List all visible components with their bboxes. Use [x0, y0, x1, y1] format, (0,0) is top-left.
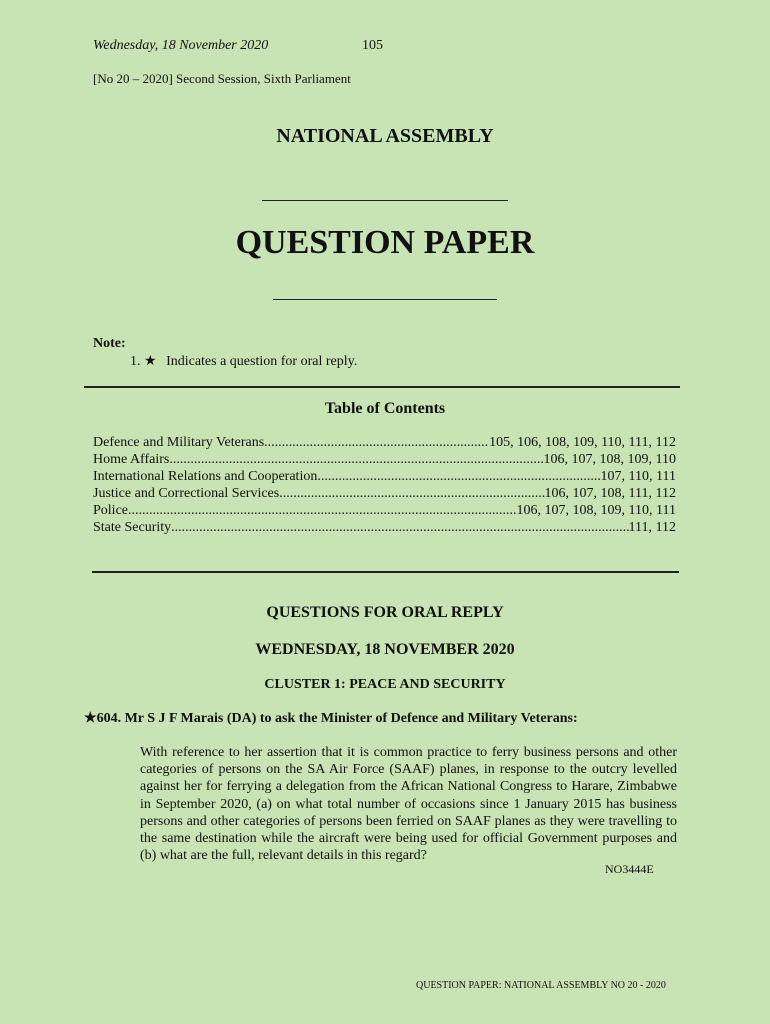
toc-entry-label: Police — [93, 503, 128, 518]
toc-entry-pages: 106, 107, 108, 109, 110, 111 — [516, 503, 676, 518]
section-heading: QUESTIONS FOR ORAL REPLY — [266, 604, 504, 621]
question-reference: NO3444E — [605, 862, 654, 876]
toc-entry-label: International Relations and Cooperation — [93, 469, 318, 484]
divider — [273, 299, 497, 300]
toc-entry[interactable] — [93, 502, 676, 519]
toc-entry-pages: 105, 106, 108, 109, 110, 111, 112 — [489, 435, 676, 450]
toc-title: Table of Contents — [324, 400, 446, 417]
page-number: 105 — [362, 38, 383, 53]
question-number: 604. — [96, 711, 122, 726]
star-icon: ★ — [84, 711, 97, 726]
house-title: NATIONAL ASSEMBLY — [276, 125, 494, 147]
page-footer: QUESTION PAPER: NATIONAL ASSEMBLY NO 20 - 2020 — [416, 980, 666, 991]
question-asker: Mr S J F Marais (DA) to ask the Minister of Defence and Military Veterans: — [124, 711, 578, 726]
note-label: Note: — [93, 336, 126, 351]
question-body: With reference to her assertion that it is common practice to ferry business persons and other categories of persons on the SA Air Force (SAAF) planes, in response to the outcry levelled against her for ferrying a delegation from the African National Congress to Harare, Zimbabwe in September 2020, (a) on what total number of occasions since 1 January 2015 has business persons and other categories of persons been ferried on SAAF planes as they were travelling to the same destination while the aircraft were being used for official Government purposes and (b) what are the full, relevant details in this regard? — [140, 745, 677, 864]
toc-entry[interactable] — [93, 434, 676, 451]
divider — [262, 200, 508, 201]
divider — [92, 571, 679, 573]
toc-entry-label: Defence and Military Veterans — [93, 435, 265, 450]
toc-entry[interactable] — [93, 468, 676, 485]
document-title: QUESTION PAPER — [235, 224, 535, 261]
note-item — [130, 353, 357, 370]
note-item-text: Indicates a question for oral reply. — [166, 354, 358, 369]
toc-entry[interactable] — [93, 485, 676, 502]
toc-entry-pages: 107, 110, 111 — [600, 469, 676, 484]
table-of-contents — [93, 434, 676, 536]
cluster-heading: CLUSTER 1: PEACE AND SECURITY — [264, 677, 506, 692]
toc-entry-pages: 111, 112 — [628, 520, 676, 535]
toc-entry[interactable] — [93, 519, 676, 536]
star-icon: ★ — [144, 354, 157, 369]
question-heading — [84, 710, 578, 727]
session-info: [No 20 – 2020] Second Session, Sixth Parliament — [93, 71, 351, 86]
note-item-number: 1. — [130, 354, 141, 369]
divider — [84, 386, 680, 388]
toc-entry-label: Home Affairs — [93, 452, 170, 467]
toc-entry-label: Justice and Correctional Services — [93, 486, 280, 501]
header-date: Wednesday, 18 November 2020 — [93, 38, 269, 53]
toc-entry[interactable] — [93, 451, 676, 468]
toc-entry-pages: 106, 107, 108, 109, 110 — [543, 452, 676, 467]
toc-entry-label: State Security — [93, 520, 172, 535]
section-date: WEDNESDAY, 18 NOVEMBER 2020 — [255, 641, 515, 658]
toc-entry-pages: 106, 107, 108, 111, 112 — [544, 486, 676, 501]
